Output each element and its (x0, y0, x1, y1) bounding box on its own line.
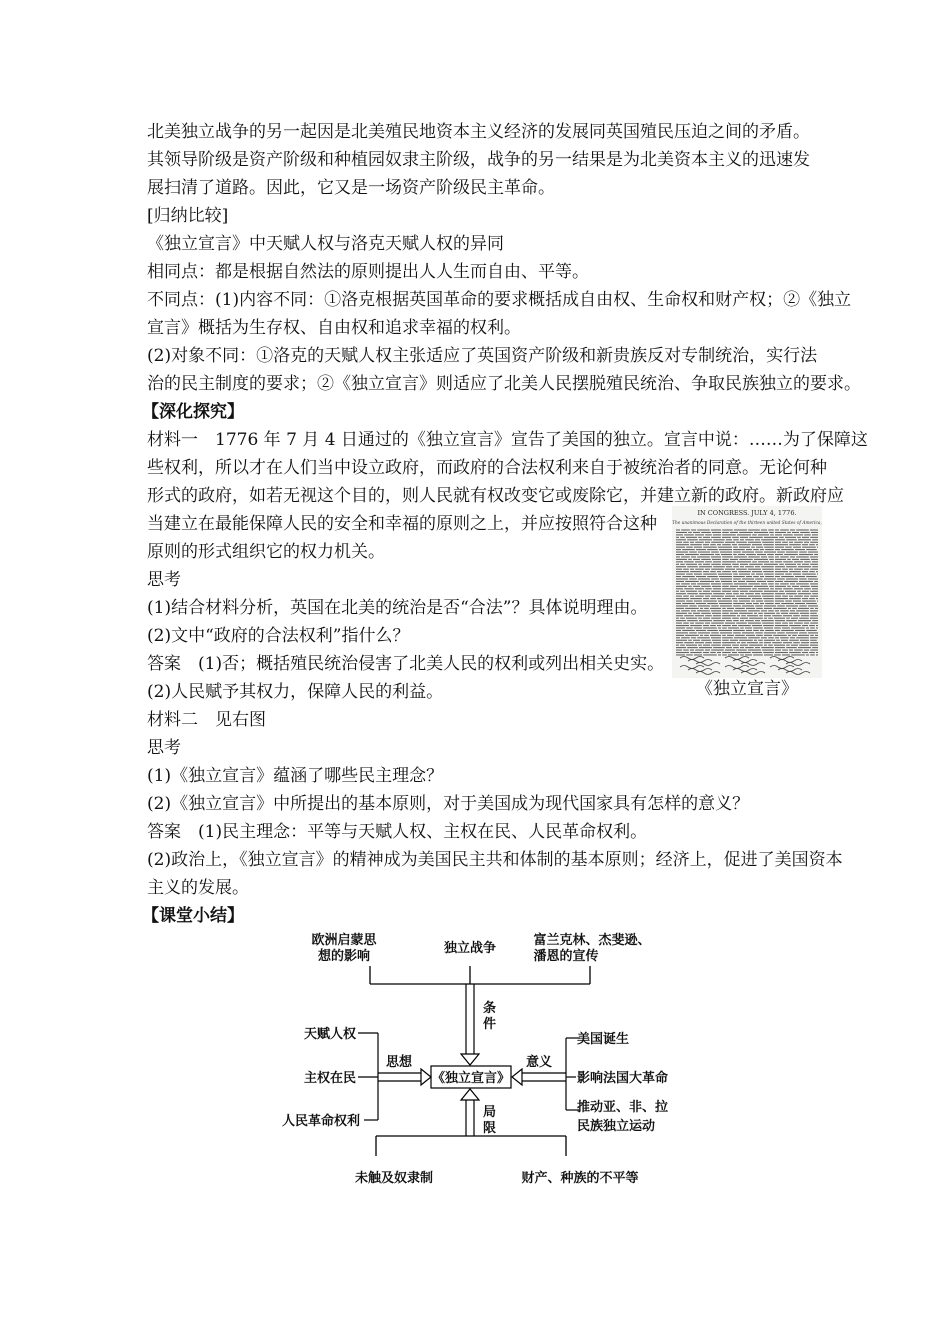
paragraph-line: 宣言》概括为生存权、自由权和追求幸福的权利。 (147, 318, 521, 338)
question-label: 思考 (147, 570, 181, 590)
condition-label-1: 条 (483, 1001, 497, 1016)
section-heading: 【深化探究】 (142, 402, 244, 422)
question-item: (2)文中“政府的合法权利”指什么？ (147, 626, 410, 646)
thought-label: 思想 (386, 1055, 413, 1070)
declaration-header: IN CONGRESS. JULY 4, 1776. (697, 509, 797, 517)
answer-line: 主义的发展。 (147, 878, 249, 898)
top-center-label: 独立战争 (443, 941, 497, 956)
left-item: 天赋人权 (303, 1027, 356, 1042)
paragraph-line: 材料二 见右图 (147, 710, 266, 730)
summary-diagram (280, 920, 680, 1200)
subheading: 《独立宣言》中天赋人权与洛克天赋人权的异同 (147, 234, 504, 254)
answer-line: 答案 (1)民主理念：平等与天赋人权、主权在民、人民革命权利。 (147, 822, 648, 842)
section-heading: 【课堂小结】 (142, 906, 244, 926)
figure-caption: 《独立宣言》 (696, 679, 798, 699)
left-item: 主权在民 (303, 1071, 356, 1086)
paragraph-line: 其领导阶级是资产阶级和种植园奴隶主阶级，战争的另一结果是为北美资本主义的迅速发 (147, 150, 810, 170)
limitation-label-2: 限 (483, 1121, 497, 1136)
paragraph-line: 些权利，所以才在人们当中设立政府，而政府的合法权利来自于被统治者的同意。无论何种 (147, 458, 827, 478)
section-label: [归纳比较] (147, 206, 229, 226)
declaration-image (672, 506, 822, 678)
question-item: (1)结合材料分析，英国在北美的统治是否“合法”？具体说明理由。 (147, 598, 648, 618)
paragraph-line: 相同点：都是根据自然法的原则提出人人生而自由、平等。 (147, 262, 589, 282)
top-left-line-1: 欧洲启蒙思 (311, 933, 377, 948)
paragraph-line: (2)对象不同：①洛克的天赋人权主张适应了英国资产阶级和新贵族反对专制统治，实行法 (147, 346, 818, 366)
bottom-left-label: 未触及奴隶制 (354, 1171, 434, 1186)
paragraph-line: 展扫清了道路。因此，它又是一场资产阶级民主革命。 (147, 178, 555, 198)
top-right-line-2: 潘恩的宣传 (533, 949, 599, 964)
answer-line: 答案 (1)否；概括殖民统治侵害了北美人民的权利或列出相关史实。 (147, 654, 665, 674)
bottom-right-label: 财产、种族的不平等 (521, 1171, 639, 1186)
answer-line: (2)人民赋予其权力，保障人民的利益。 (147, 682, 444, 702)
declaration-subheader: The unanimous Declaration of the thirteen united States of America, (672, 521, 822, 526)
paragraph-line: 原则的形式组织它的权力机关。 (147, 542, 385, 562)
center-label: 《独立宣言》 (431, 1071, 511, 1086)
question-item: (2)《独立宣言》中所提出的基本原则，对于美国成为现代国家具有怎样的意义？ (147, 794, 750, 814)
top-right-line-1: 富兰克林、杰斐逊、 (533, 933, 651, 948)
right-item: 影响法国大革命 (577, 1071, 669, 1086)
right-item: 美国诞生 (577, 1032, 630, 1047)
limitation-label-1: 局 (483, 1105, 497, 1120)
paragraph-line: 当建立在最能保障人民的安全和幸福的原则之上，并应按照符合这种 (147, 514, 657, 534)
paragraph-line: 材料一 1776 年 7 月 4 日通过的《独立宣言》宣告了美国的独立。宣言中说：……为了保障这 (147, 430, 868, 450)
paragraph-line: 不同点：(1)内容不同：①洛克根据英国革命的要求概括成自由权、生命权和财产权；②《独立 (147, 290, 852, 310)
right-item: 民族独立运动 (577, 1119, 656, 1134)
significance-label: 意义 (526, 1055, 553, 1070)
question-item: (1)《独立宣言》蕴涵了哪些民主理念？ (147, 766, 444, 786)
question-label: 思考 (147, 738, 181, 758)
top-left-line-2: 想的影响 (317, 949, 371, 964)
condition-label-2: 件 (483, 1017, 497, 1032)
paragraph-line: 治的民主制度的要求；②《独立宣言》则适应了北美人民摆脱殖民统治、争取民族独立的要求。 (147, 374, 861, 394)
answer-line: (2)政治上，《独立宣言》的精神成为美国民主共和体制的基本原则；经济上，促进了美国资本 (147, 850, 843, 870)
right-item: 推动亚、非、拉 (577, 1100, 669, 1115)
paragraph-line: 形式的政府，如若无视这个目的，则人民就有权改变它或废除它，并建立新的政府。新政府应 (147, 486, 844, 506)
paragraph-line: 北美独立战争的另一起因是北美殖民地资本主义经济的发展同英国殖民压迫之间的矛盾。 (147, 122, 810, 142)
left-item: 人民革命权利 (281, 1114, 360, 1129)
